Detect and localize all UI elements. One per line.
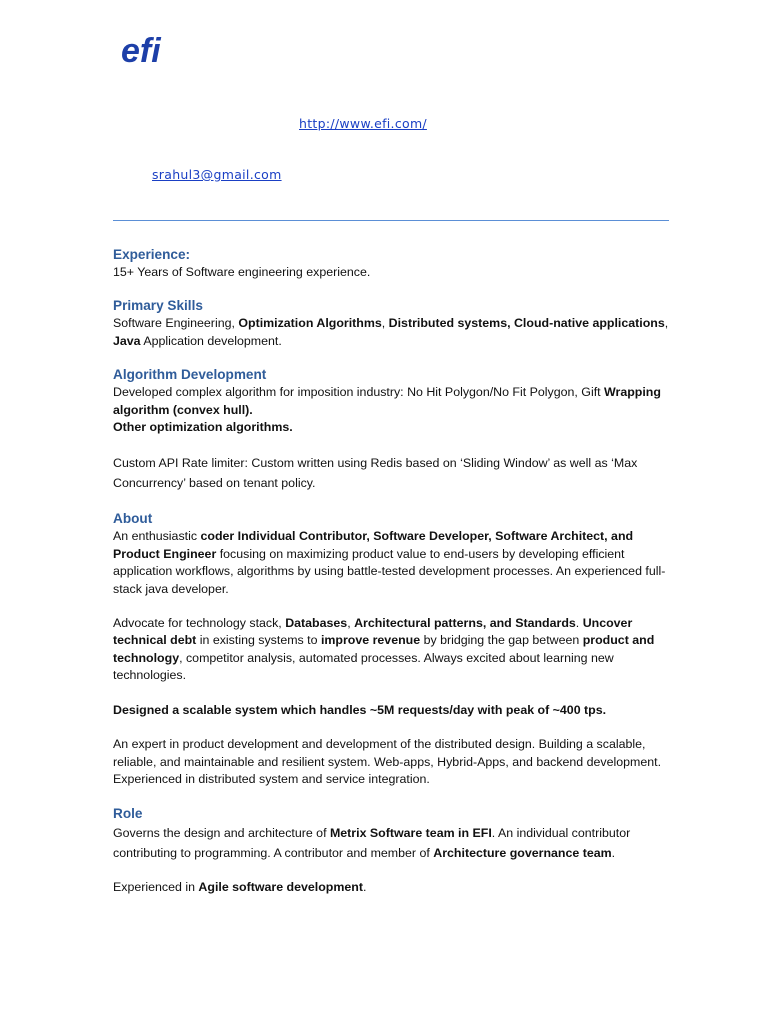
algorithm-heading: Algorithm Development	[113, 367, 267, 383]
about-paragraph-3: Designed a scalable system which handles ~5M requests/day with peak of ~400 tps.	[113, 702, 607, 717]
header-divider	[113, 220, 669, 221]
efi-logo-text: efi	[121, 32, 161, 70]
role-paragraph-2: Experienced in Agile software development.	[113, 880, 367, 895]
experience-text: 15+ Years of Software engineering experience.	[113, 265, 371, 279]
about-paragraph-4: An expert in product development and development of the distributed design. Building a scalable, reliable, and maintainable and resilient system. Web-apps, Hybrid-Apps, and backend development. Experienced in distributed system and service integration.	[113, 737, 662, 786]
algorithm-text: Developed complex algorithm for imposition industry: No Hit Polygon/No Fit Polygon, Gift Wrapping algorithm (convex hull). Other optimization algorithms.	[113, 385, 661, 435]
about-paragraph-1: An enthusiastic coder Individual Contributor, Software Developer, Software Architect, and Product Engineer focusing on maximizing product value to end-users by developing efficient application workflows, algorithms by using battle-tested development processes. An experienced full-stack java developer.	[113, 529, 666, 596]
about-heading: About	[113, 511, 153, 527]
rate-limiter-text: Custom API Rate limiter: Custom written using Redis based on ‘Sliding Window’ as well as ‘Max Concurrency’ based on tenant policy.	[113, 456, 638, 491]
primary-skills-text: Software Engineering, Optimization Algorithms, Distributed systems, Cloud-native applications, Java Application development.	[113, 316, 669, 348]
role-heading: Role	[113, 806, 143, 822]
experience-heading: Experience:	[113, 247, 191, 262]
resume-content	[113, 246, 673, 897]
primary-skills-heading: Primary Skills	[113, 298, 203, 314]
efi-logo	[120, 26, 180, 72]
email-link[interactable]: srahul3@gmail.com	[152, 167, 282, 182]
role-paragraph-1: Governs the design and architecture of Metrix Software team in EFI. An individual contributor contributing to programming. A contributor and member of Architecture governance team.	[113, 826, 631, 861]
site-link[interactable]: http://www.efi.com/	[299, 116, 427, 131]
about-paragraph-2: Advocate for technology stack, Databases, Architectural patterns, and Standards. Uncover technical debt in existing systems to improve revenue by bridging the gap between product and technology, competitor analysis, automated processes. Always excited about learning new technologies.	[113, 616, 655, 683]
